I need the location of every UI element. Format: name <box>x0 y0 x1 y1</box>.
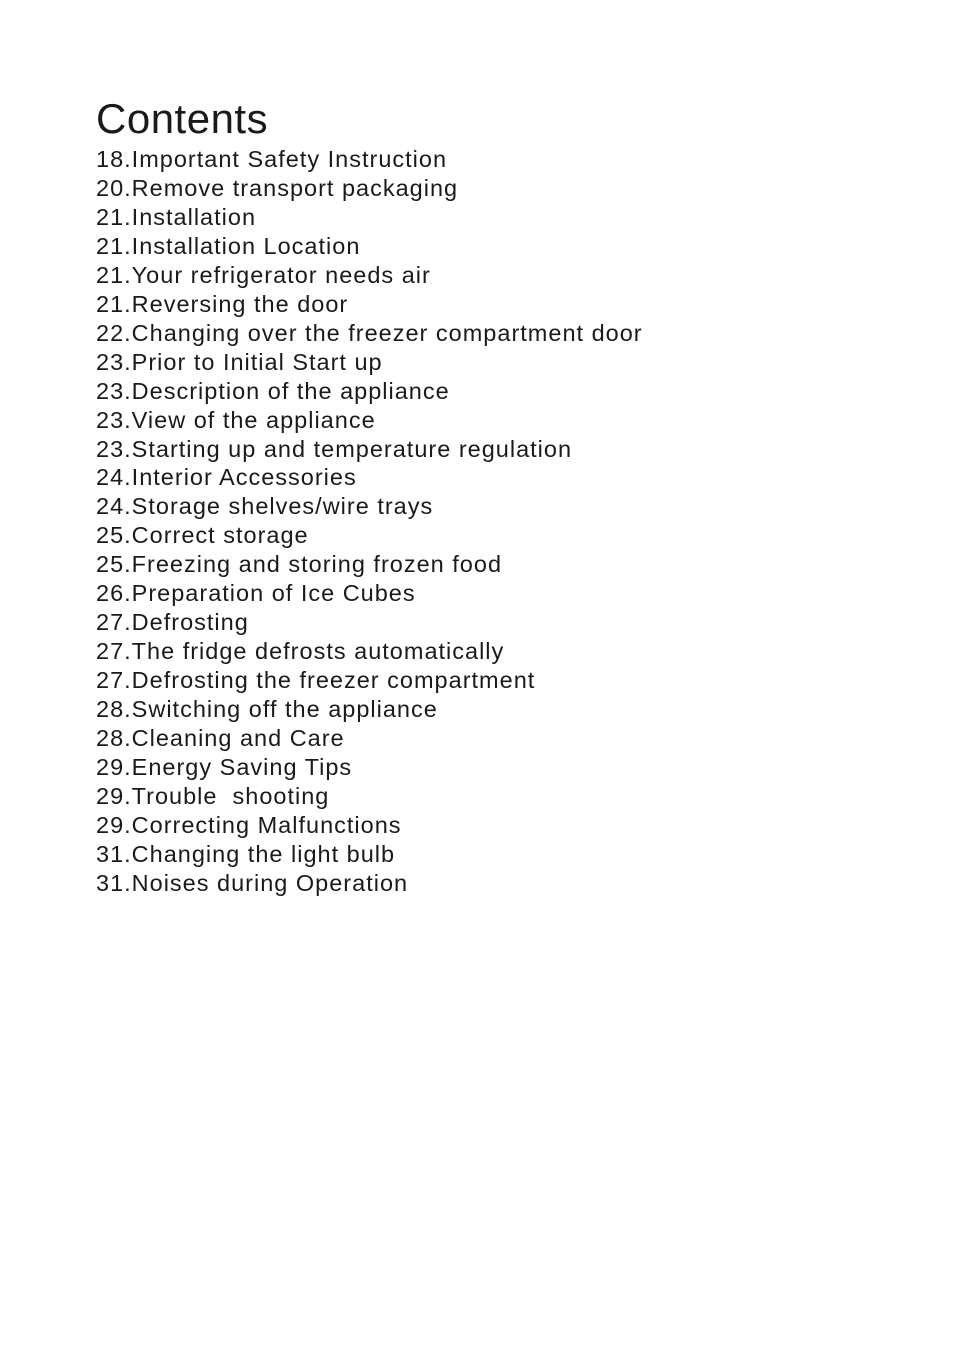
toc-entry: 20.Remove transport packaging <box>96 174 459 201</box>
page-title: Contents <box>96 95 269 142</box>
toc-entry: 23.Prior to Initial Start up <box>96 348 383 375</box>
toc-entry: 23.Starting up and temperature regulation <box>96 435 573 462</box>
toc-entry: 27.Defrosting <box>96 609 249 636</box>
toc-entry: 21.Reversing the door <box>96 290 349 317</box>
toc-entry: 28.Switching off the appliance <box>96 696 438 723</box>
toc-entry: 24.Storage shelves/wire trays <box>96 493 434 520</box>
toc-entry: 28.Cleaning and Care <box>96 725 345 752</box>
toc-entry: 21.Installation <box>96 203 257 230</box>
toc-entry: 23.Description of the appliance <box>96 377 450 404</box>
toc-entry: 24.Interior Accessories <box>96 464 357 491</box>
toc-entry: 21.Your refrigerator needs air <box>96 261 431 288</box>
toc-entry: 31.Noises during Operation <box>96 869 409 896</box>
toc-entry: 21.Installation Location <box>96 232 361 259</box>
toc-entry: 27.Defrosting the freezer compartment <box>96 667 536 694</box>
toc-entry: 29.Correcting Malfunctions <box>96 811 402 838</box>
toc-entry: 26.Preparation of Ice Cubes <box>96 580 416 607</box>
toc-entry: 29.Energy Saving Tips <box>96 754 353 781</box>
toc-entry: 25.Correct storage <box>96 522 309 549</box>
contents-page <box>96 93 896 898</box>
table-of-contents <box>96 145 896 898</box>
toc-entry: 22.Changing over the freezer compartment door <box>96 319 643 346</box>
toc-entry: 29.Trouble shooting <box>96 782 330 809</box>
toc-entry: 31.Changing the light bulb <box>96 840 396 867</box>
toc-entry: 27.The fridge defrosts automatically <box>96 638 505 665</box>
toc-entry: 23.View of the appliance <box>96 406 376 433</box>
toc-entry: 18.Important Safety Instruction <box>96 146 448 172</box>
toc-entry: 25.Freezing and storing frozen food <box>96 551 503 578</box>
